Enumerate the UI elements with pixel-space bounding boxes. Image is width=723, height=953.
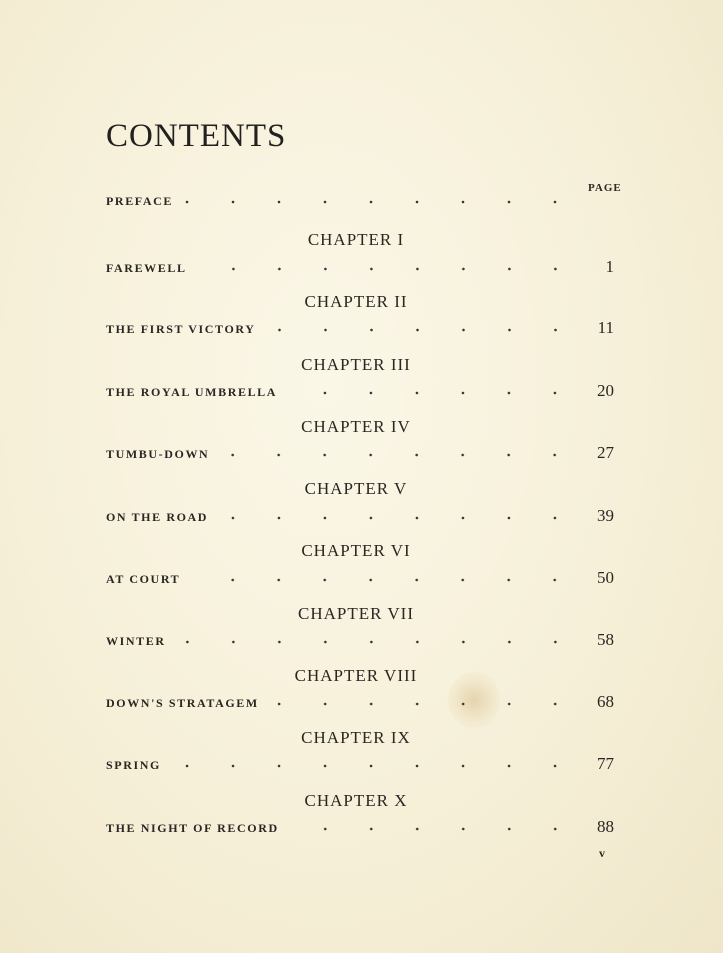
toc-entry: [106, 692, 614, 712]
leader-dots: [268, 328, 579, 332]
leader-dots: [185, 200, 578, 204]
toc-entry-title: SPRING: [106, 758, 161, 772]
chapter-heading: CHAPTER II: [304, 292, 408, 311]
toc-entry-page: 27: [597, 443, 614, 462]
toc-entry-title: AT COURT: [106, 572, 181, 586]
toc-entry-title: DOWN'S STRATAGEM: [106, 696, 259, 710]
chapter-heading: CHAPTER IV: [301, 417, 411, 436]
toc-entry-page: 50: [597, 568, 614, 587]
toc-entry-page: 77: [597, 754, 614, 773]
toc-entry-page: 39: [597, 506, 614, 525]
toc-entry-title: ON THE ROAD: [106, 510, 209, 524]
chapter-heading: CHAPTER V: [304, 479, 408, 498]
toc-entry: [106, 568, 614, 588]
leader-dots: [291, 827, 578, 831]
toc-entry-title: TUMBU-DOWN: [106, 447, 210, 461]
chapter-heading: CHAPTER VI: [301, 541, 411, 560]
toc-entry-title: WINTER: [106, 634, 166, 648]
toc-entry-page: 20: [597, 381, 614, 400]
toc-entry-title: FAREWELL: [106, 261, 187, 275]
toc-entry: [106, 257, 614, 277]
chapter-heading: CHAPTER III: [301, 355, 411, 374]
toc-entry: [106, 443, 614, 463]
toc-entry: [106, 754, 614, 774]
page-folio: v: [599, 846, 605, 860]
leader-dots: [199, 267, 578, 271]
leader-dots: [289, 391, 578, 395]
leader-dots: [192, 578, 578, 582]
leader-dots: [220, 516, 578, 520]
toc-entry: [106, 318, 614, 338]
toc-entry-title: THE FIRST VICTORY: [106, 322, 256, 336]
toc-entry-page: 58: [597, 630, 614, 649]
leader-dots: [173, 764, 578, 768]
toc-entry: [106, 630, 614, 650]
toc-entry: [106, 381, 614, 401]
leader-dots: [221, 453, 578, 457]
toc-entry-title: PREFACE: [106, 194, 173, 208]
toc-entry: [106, 506, 614, 526]
toc-entry-preface: [106, 194, 614, 214]
leader-dots: [178, 640, 578, 644]
chapter-heading: CHAPTER VIII: [294, 666, 418, 685]
toc-entry: [106, 817, 614, 837]
chapter-heading: CHAPTER VII: [298, 604, 414, 623]
chapter-heading: CHAPTER I: [307, 230, 405, 249]
toc-entry-title: THE NIGHT OF RECORD: [106, 821, 279, 835]
chapter-heading: CHAPTER X: [304, 791, 408, 810]
toc-entry-page: 68: [597, 692, 614, 711]
toc-entry-page: 1: [605, 257, 614, 276]
toc-entry-page: 11: [597, 318, 614, 337]
page-column-label: PAGE: [588, 182, 622, 194]
leader-dots: [271, 702, 578, 706]
toc-entry-page: 88: [597, 817, 614, 836]
toc-entry-title: THE ROYAL UMBRELLA: [106, 385, 278, 399]
page-title: CONTENTS: [106, 118, 287, 154]
chapter-heading: CHAPTER IX: [301, 728, 411, 747]
